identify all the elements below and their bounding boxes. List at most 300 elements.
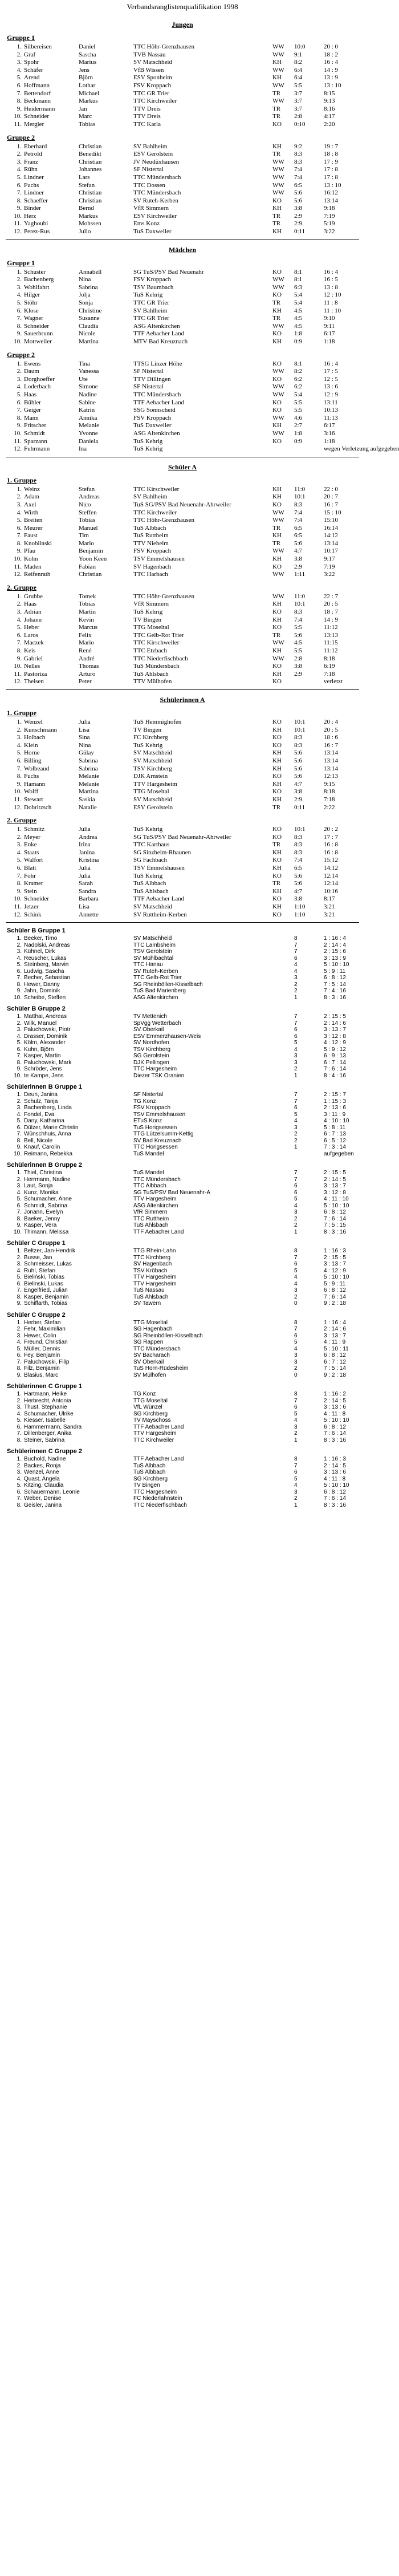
last-name: Silbereisen <box>24 43 52 50</box>
first-name <box>78 1300 132 1307</box>
table-row <box>6 1287 359 1294</box>
score: 7 <box>294 1098 298 1105</box>
last-name: Haas <box>24 391 36 398</box>
district <box>271 1177 293 1183</box>
last-name: Schäfer <box>24 66 43 74</box>
first-name: Julia <box>79 826 91 833</box>
rank: 7. <box>17 1209 22 1216</box>
table-row <box>6 873 359 881</box>
points: 8:18 <box>324 655 335 662</box>
district <box>271 1020 293 1027</box>
first-name: Yoon Keen <box>79 555 107 563</box>
last-name: Spohr <box>24 59 39 66</box>
results-table <box>6 935 359 1001</box>
first-name: Annette <box>79 911 99 918</box>
club: ESV Sponheim <box>133 74 172 82</box>
club: TTC Mündersbach <box>133 189 181 197</box>
rank: 6. <box>17 181 22 189</box>
points: 5 : 10 : 11 <box>324 1345 349 1352</box>
table-row <box>6 1469 359 1476</box>
first-name: Mohssen <box>79 220 101 228</box>
first-name <box>78 1013 132 1020</box>
club: TSV Gerolstein <box>133 948 172 955</box>
first-name <box>78 995 132 1001</box>
last-name: Nelles <box>24 663 40 670</box>
score: 1 <box>294 994 298 1001</box>
score: 7 <box>294 1397 298 1404</box>
club: VfR Simmern <box>133 1209 168 1216</box>
last-name: Fey, Benjamin <box>24 1352 60 1359</box>
table-row <box>6 532 359 540</box>
rank: 4. <box>17 741 22 749</box>
table-row <box>6 486 359 494</box>
last-name: Loderbach <box>24 383 51 391</box>
first-name <box>78 1027 132 1033</box>
rank: 2. <box>17 1098 22 1105</box>
district <box>271 1274 293 1281</box>
points: 1:18 <box>324 338 335 345</box>
points: 1 : 16 : 3 <box>324 1248 346 1255</box>
first-name: Martin <box>79 608 96 616</box>
score: 8:1 <box>294 268 303 275</box>
district: KH <box>272 903 282 911</box>
first-name: Daniela <box>79 437 99 445</box>
rank: 7. <box>17 639 22 647</box>
rank: 3. <box>17 501 22 508</box>
score: 8:1 <box>294 276 303 283</box>
score: 7 <box>294 1170 298 1177</box>
district: WW <box>272 414 284 421</box>
district: KO <box>272 608 282 616</box>
points: 3 : 12 : 8 <box>324 1189 346 1196</box>
club: TuS Albbach <box>133 1469 166 1476</box>
first-name <box>78 1177 132 1183</box>
club: TTF Aebacher Land <box>133 1423 184 1430</box>
section-heading: Jungen <box>172 21 193 29</box>
first-name <box>78 1281 132 1288</box>
points: 1:18 <box>324 437 335 445</box>
club: TTV Hargesheim <box>133 1280 177 1287</box>
table-row <box>6 765 359 773</box>
first-name: Tomek <box>79 593 96 600</box>
points: 6 : 8 : 12 <box>324 1209 346 1216</box>
district: KH <box>272 59 282 66</box>
rank: 12. <box>14 804 22 811</box>
first-name <box>78 1261 132 1268</box>
club: TTC Gelb-Rot Trier <box>133 631 184 639</box>
last-name: Dobritzsch <box>24 804 52 811</box>
first-name: Lothar <box>79 82 96 89</box>
score: 2:9 <box>294 563 303 570</box>
score <box>293 1151 323 1158</box>
score: 5 <box>294 1339 298 1346</box>
district: TR <box>272 539 281 547</box>
last-name: Reuscher, Lukas <box>24 955 67 962</box>
points: 20 : 7 <box>324 493 339 501</box>
table-row <box>6 407 359 415</box>
score: 4 <box>294 1118 298 1125</box>
first-name <box>78 1320 132 1326</box>
score: 6:2 <box>294 383 303 391</box>
district: KH <box>272 228 282 236</box>
club: TuS Kehrig <box>133 826 163 833</box>
last-name: Stein <box>24 887 37 895</box>
district <box>271 1287 293 1294</box>
club: SV Bad Kreuznach <box>133 1137 182 1144</box>
score: 3 <box>294 1287 298 1294</box>
last-name: Ewens <box>24 360 41 367</box>
club: ASG Altenkirchen <box>133 1202 178 1209</box>
points: 17 : 5 <box>324 368 339 375</box>
table-row <box>6 865 359 873</box>
club: TuS Mandel <box>133 1170 164 1177</box>
club: SV Hagenbach <box>133 563 172 570</box>
club: TuS Ahlsbach <box>133 670 169 678</box>
points: 1 : 16 : 4 <box>324 935 346 942</box>
group-heading: 1. Gruppe <box>7 476 37 484</box>
district: KH <box>272 74 282 82</box>
points: 9:13 <box>324 98 335 105</box>
rank: 5. <box>17 1274 22 1281</box>
district: TR <box>272 113 281 120</box>
section-heading: Schüler A <box>168 463 197 471</box>
district: TR <box>272 841 281 849</box>
first-name <box>78 962 132 968</box>
points: 7 : 6 : 14 <box>324 1495 346 1502</box>
district: WW <box>272 51 284 58</box>
club: ETuS Konz <box>133 1118 162 1125</box>
score: 4 <box>294 962 298 968</box>
district: KH <box>272 616 282 623</box>
first-name: Katrin <box>79 407 95 414</box>
table-row <box>6 1352 359 1359</box>
last-name: Deun, Janina <box>24 1092 58 1098</box>
table-row <box>6 360 359 368</box>
district <box>271 988 293 995</box>
club: TTV Hargesheim <box>133 1274 177 1281</box>
score: 5:6 <box>294 757 303 764</box>
first-name <box>78 1144 132 1151</box>
points: 12:14 <box>324 880 339 887</box>
rank: 8. <box>17 1059 22 1066</box>
table-row <box>6 601 359 608</box>
last-name: Dillenberger, Anika <box>24 1430 72 1437</box>
score: 1 <box>294 1228 298 1235</box>
district <box>271 968 293 975</box>
points: 22 : 0 <box>324 485 339 493</box>
points: 5 : 10 : 10 <box>324 1482 349 1489</box>
table-row <box>6 935 359 942</box>
group-heading: Schülerinnen C Gruppe 2 <box>7 1448 83 1455</box>
points: 2 : 14 : 5 <box>324 1397 346 1404</box>
points: 8:18 <box>324 788 335 796</box>
district: KH <box>272 143 282 150</box>
points: 2 : 15 : 7 <box>324 1092 346 1098</box>
table-row <box>6 1456 359 1463</box>
club: TTC Horigsessen <box>133 1144 178 1151</box>
points: 6 : 8 : 12 <box>324 1423 346 1430</box>
table-row <box>6 1274 359 1281</box>
rank: 9. <box>17 547 22 555</box>
score: 5 <box>294 1040 298 1046</box>
points: 8 : 3 : 16 <box>324 1502 346 1508</box>
rank: 3. <box>17 1183 22 1190</box>
district: KO <box>272 872 282 879</box>
rank: 10. <box>14 1150 22 1157</box>
points: 4 : 11 : 8 <box>324 1475 346 1482</box>
table-row <box>6 1463 359 1470</box>
rank: 9. <box>17 422 22 429</box>
points: 5 : 9 : 12 <box>324 1046 346 1053</box>
last-name: Schneider <box>24 322 49 330</box>
first-name <box>78 1255 132 1261</box>
first-name <box>78 955 132 962</box>
district: KO <box>272 734 282 741</box>
club: FC Kirchberg <box>133 734 168 741</box>
results-table <box>6 1391 359 1443</box>
district <box>271 1151 293 1158</box>
rank: 5. <box>17 1417 22 1424</box>
last-name: Baeker, Jenny <box>24 1215 60 1222</box>
last-name: Schumacher, Ulrike <box>24 1410 74 1417</box>
first-name: Michael <box>79 90 100 97</box>
table-row <box>6 719 359 727</box>
club: TuS Daxweiler <box>133 422 172 429</box>
first-name <box>78 1482 132 1489</box>
points: 19 : 7 <box>324 143 339 150</box>
first-name: Kristina <box>79 857 99 864</box>
first-name <box>78 1105 132 1111</box>
district: WW <box>272 391 284 398</box>
club: TTG Moseltal <box>133 624 169 631</box>
first-name: Benedikt <box>79 151 101 158</box>
points: 7 : 5 : 14 <box>324 981 346 988</box>
last-name: Schmidt <box>24 429 45 437</box>
last-name: Kasper, Vera <box>24 1222 57 1229</box>
district <box>271 981 293 988</box>
last-name: Maden <box>24 563 42 570</box>
club: TuS Horn-Rüdesheim <box>133 1365 189 1372</box>
score: 8:3 <box>294 734 303 741</box>
score: 5:5 <box>294 407 303 414</box>
table-row <box>6 571 359 579</box>
club: TuS Horigsessen <box>133 1124 177 1131</box>
table-row <box>6 981 359 988</box>
table-row <box>6 1196 359 1203</box>
rank: 12. <box>14 228 22 236</box>
club: TTV Dreis <box>133 105 161 112</box>
first-name <box>78 1391 132 1398</box>
points: 6 : 9 : 13 <box>324 1053 346 1060</box>
last-name: Kunschmann <box>24 726 58 733</box>
table-row <box>6 338 359 346</box>
last-name: Matthai, Andreas <box>24 1013 67 1020</box>
points: 14 : 9 <box>324 616 339 623</box>
rank: 12. <box>14 911 22 918</box>
first-name: Julia <box>79 865 91 872</box>
table-row <box>6 1092 359 1098</box>
district: WW <box>272 593 284 600</box>
points: 2 : 14 : 5 <box>324 1176 346 1183</box>
district: WW <box>272 547 284 555</box>
table-row <box>6 284 359 292</box>
first-name: Christian <box>79 143 102 150</box>
table-row <box>6 1411 359 1418</box>
points: 2 : 14 : 6 <box>324 1326 346 1333</box>
score: 7 <box>294 1176 298 1183</box>
points: 11:12 <box>324 647 338 654</box>
points: 16:14 <box>324 524 339 532</box>
score: 2:9 <box>294 212 303 220</box>
club: SV Matschheid <box>133 935 172 942</box>
district: KH <box>272 422 282 429</box>
rank: 2. <box>17 1254 22 1261</box>
score: 7 <box>294 1254 298 1261</box>
table-row <box>6 220 359 228</box>
district: KO <box>272 437 282 445</box>
first-name: Peter <box>79 678 92 685</box>
points: 13 : 10 <box>324 181 341 189</box>
score: 1:8 <box>294 429 303 437</box>
club: TTV Mülhofen <box>133 678 172 685</box>
results-table <box>6 143 359 236</box>
table-row <box>6 174 359 182</box>
first-name <box>78 981 132 988</box>
rank: 12. <box>14 445 22 453</box>
first-name: Markus <box>79 212 98 220</box>
district: WW <box>272 368 284 375</box>
score: 7 <box>294 1020 298 1027</box>
points: 13:14 <box>324 197 339 204</box>
rank: 11. <box>14 796 22 803</box>
district <box>271 1281 293 1288</box>
club: TTC Hargesheim <box>133 1488 177 1495</box>
points: 2 : 13 : 6 <box>324 1105 346 1111</box>
rank: 9. <box>17 1300 22 1307</box>
score: 2:9 <box>294 220 303 228</box>
rank: 6. <box>17 1046 22 1053</box>
first-name <box>78 988 132 995</box>
rank: 9. <box>17 780 22 788</box>
club: SF Nistertal <box>133 383 164 391</box>
first-name: Irina <box>79 841 91 849</box>
rank: 2. <box>17 833 22 841</box>
first-name: Nico <box>79 501 91 508</box>
score: 2 <box>294 1137 298 1144</box>
last-name: Fuchs <box>24 773 39 780</box>
score: 7 <box>294 942 298 948</box>
district <box>271 1144 293 1151</box>
table-row <box>6 307 359 315</box>
last-name: Busse, Jan <box>24 1254 52 1261</box>
score: 7:4 <box>294 173 303 181</box>
points: 17 : 7 <box>324 833 339 841</box>
table-row <box>6 968 359 975</box>
rank: 5. <box>17 74 22 82</box>
rank: 6. <box>17 865 22 872</box>
district <box>271 1027 293 1033</box>
score: 8:3 <box>294 833 303 841</box>
table-row <box>6 593 359 601</box>
rank: 2. <box>17 726 22 733</box>
first-name: Martina <box>79 338 99 345</box>
district <box>271 1118 293 1125</box>
score: 1 <box>294 1144 298 1151</box>
last-name: Meyer <box>24 833 40 841</box>
club: TuS Kehrig <box>133 741 163 749</box>
club: TTG Rhein-Lahn <box>133 1248 176 1255</box>
score: 5:6 <box>294 765 303 772</box>
table-row <box>6 1372 359 1379</box>
score: 4 <box>294 1274 298 1281</box>
score: 7:4 <box>294 509 303 516</box>
points: 17 : 8 <box>324 173 339 181</box>
score: 2 <box>294 1215 298 1222</box>
score: 3 <box>294 1488 298 1495</box>
points: 18 : 2 <box>324 51 339 58</box>
first-name <box>78 968 132 975</box>
score: 2 <box>294 1131 298 1138</box>
club: TTF Aebacher Land <box>133 895 185 903</box>
club: SSG Sonnscheid <box>133 407 176 414</box>
district: TR <box>272 880 281 887</box>
table-row <box>6 757 359 765</box>
table-row <box>6 1040 359 1046</box>
rank: 4. <box>17 1410 22 1417</box>
table-row <box>6 826 359 834</box>
score: 2 <box>294 1495 298 1502</box>
table-row <box>6 1222 359 1229</box>
last-name: Freund, Christian <box>24 1339 68 1346</box>
rank: 3. <box>17 1332 22 1339</box>
first-name: Tim <box>79 532 89 539</box>
club: ASG Altenkirchen <box>133 429 180 437</box>
rank: 2. <box>17 1462 22 1469</box>
results-table <box>6 1170 359 1235</box>
table-row <box>6 1060 359 1066</box>
table-row <box>6 415 359 423</box>
results-table <box>6 1456 359 1508</box>
first-name <box>78 1073 132 1080</box>
score: 9:1 <box>294 51 303 58</box>
district <box>271 1040 293 1046</box>
first-name <box>78 1046 132 1053</box>
club: FSV Kroppach <box>133 1105 171 1111</box>
club: TuS Kehrig <box>133 608 163 616</box>
rank: 6. <box>17 1488 22 1495</box>
club: TuS Nassau <box>133 1287 165 1294</box>
first-name: Sonja <box>79 299 93 307</box>
district: KH <box>272 780 282 788</box>
district <box>271 1430 293 1437</box>
club: SF Nistertal <box>133 166 164 173</box>
last-name: Hartmann, Heike <box>24 1391 67 1398</box>
points: 7 : 6 : 14 <box>324 1066 346 1073</box>
club: TTC Kirchweiler <box>133 98 177 105</box>
first-name <box>78 1066 132 1073</box>
club: TTC Albbach <box>133 1183 166 1190</box>
first-name: Mario <box>79 539 94 547</box>
table-row <box>6 773 359 781</box>
score: 7:4 <box>294 616 303 623</box>
last-name: Schuster <box>24 268 46 275</box>
last-name: Quast, Angela <box>24 1475 60 1482</box>
last-name: Herbrecht, Antonia <box>24 1397 71 1404</box>
table-row <box>6 1482 359 1489</box>
district: KO <box>272 826 282 833</box>
points: 5:19 <box>324 220 335 228</box>
rank: 5. <box>17 624 22 631</box>
